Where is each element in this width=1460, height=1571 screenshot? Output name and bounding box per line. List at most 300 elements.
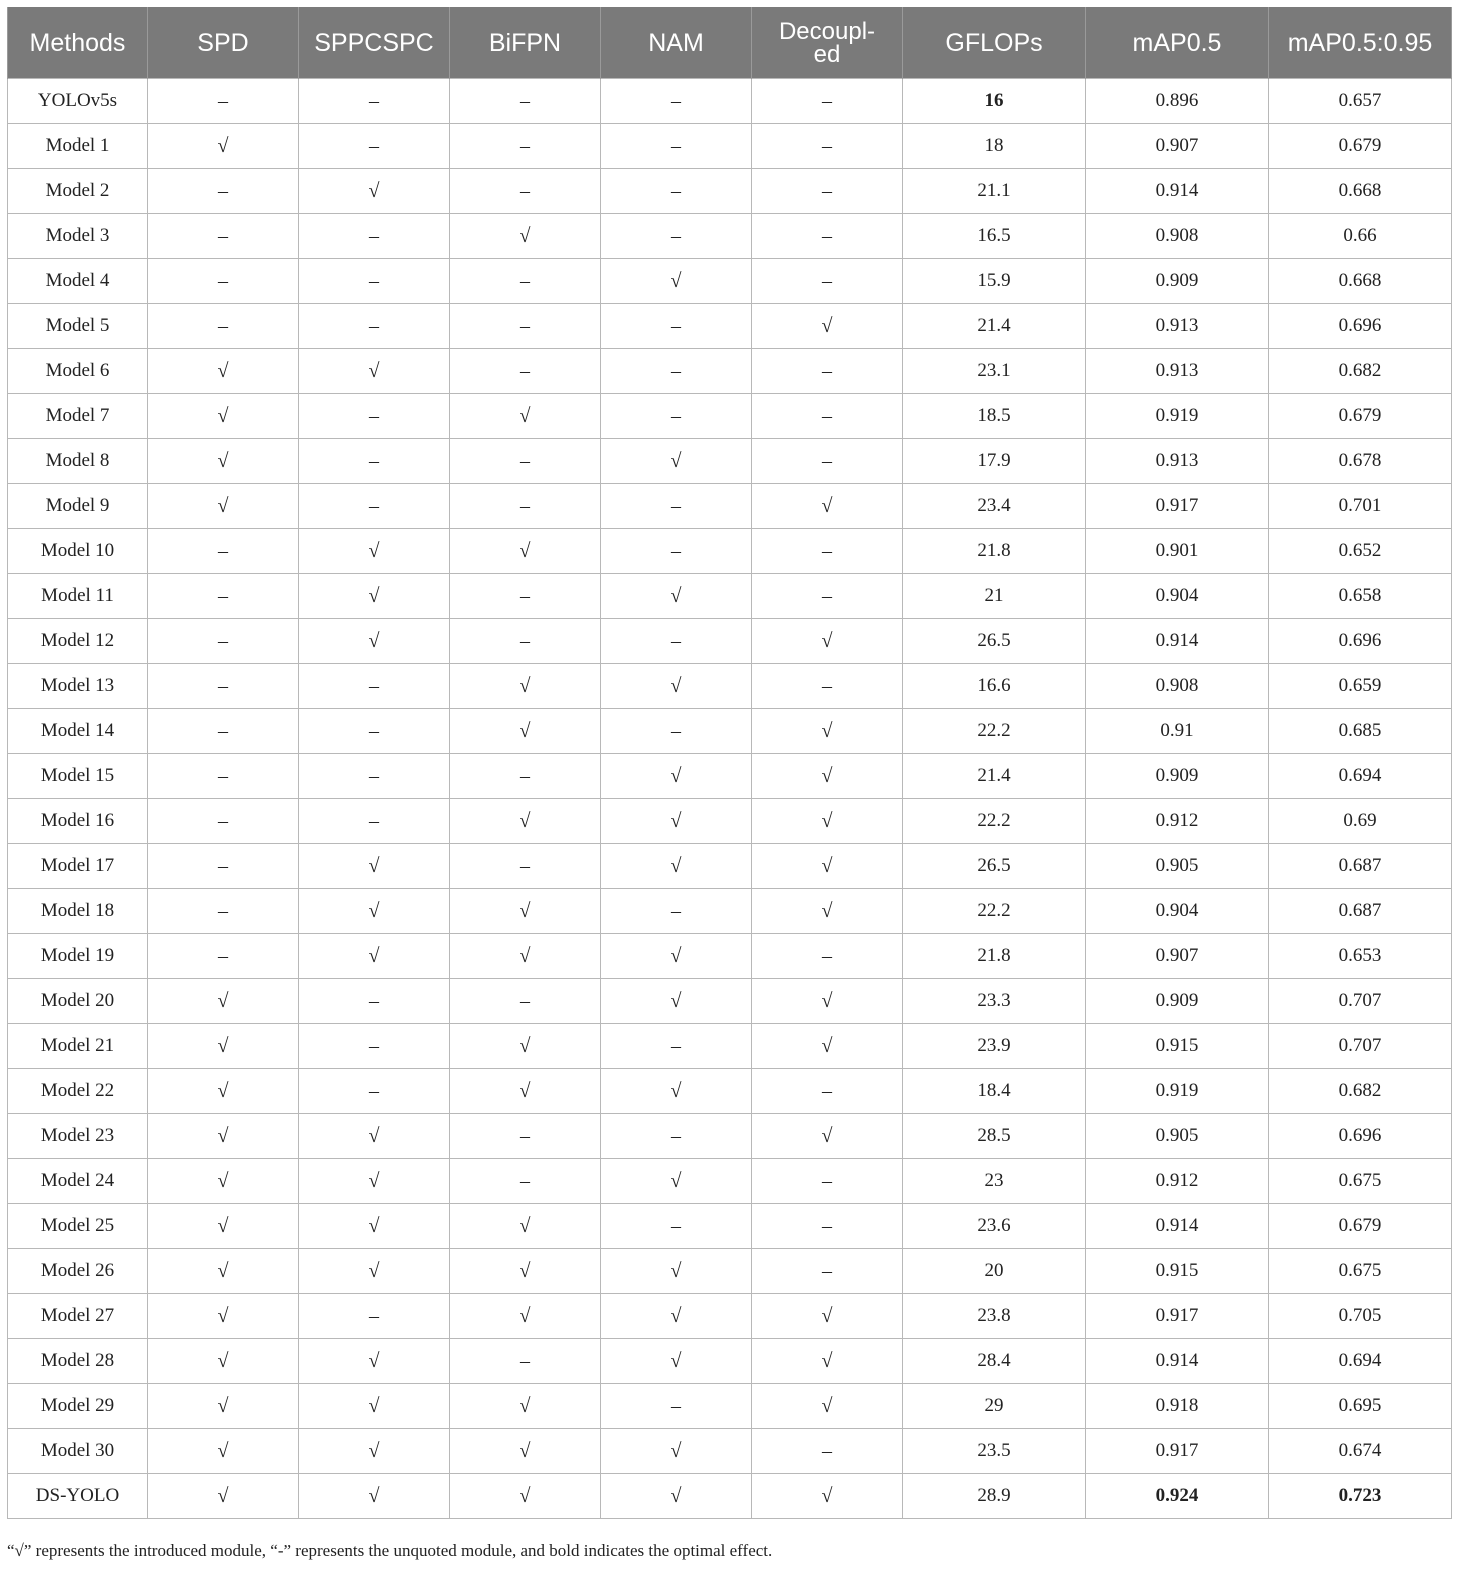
table-row xyxy=(8,1204,1452,1249)
cell-nam: √ xyxy=(601,1339,752,1384)
table-row xyxy=(8,529,1452,574)
cell-gflops: 29 xyxy=(903,1384,1086,1429)
cell-sppcspc: – xyxy=(299,1024,450,1069)
cell-method: Model 13 xyxy=(8,664,148,709)
table-row xyxy=(8,934,1452,979)
cell-method: DS-YOLO xyxy=(8,1474,148,1519)
table-body xyxy=(8,79,1452,1519)
table-row xyxy=(8,394,1452,439)
cell-nam: √ xyxy=(601,1249,752,1294)
cell-spd: – xyxy=(148,169,299,214)
cell-bifpn: – xyxy=(450,844,601,889)
cell-map50: 0.905 xyxy=(1086,1114,1269,1159)
cell-spd: – xyxy=(148,664,299,709)
cell-nam: √ xyxy=(601,664,752,709)
cell-gflops: 23.1 xyxy=(903,349,1086,394)
table-row xyxy=(8,214,1452,259)
cell-map5095: 0.657 xyxy=(1269,79,1452,124)
cell-nam: – xyxy=(601,394,752,439)
cell-method: Model 9 xyxy=(8,484,148,529)
cell-decoupled: – xyxy=(752,1159,903,1204)
cell-map50: 0.913 xyxy=(1086,439,1269,484)
cell-sppcspc: – xyxy=(299,1069,450,1114)
table-row xyxy=(8,1249,1452,1294)
cell-decoupled: √ xyxy=(752,619,903,664)
cell-method: Model 26 xyxy=(8,1249,148,1294)
cell-method: Model 11 xyxy=(8,574,148,619)
cell-method: Model 7 xyxy=(8,394,148,439)
cell-decoupled: – xyxy=(752,439,903,484)
cell-method: Model 20 xyxy=(8,979,148,1024)
cell-nam: √ xyxy=(601,439,752,484)
table-row xyxy=(8,259,1452,304)
cell-spd: √ xyxy=(148,124,299,169)
cell-nam: – xyxy=(601,1024,752,1069)
cell-spd: √ xyxy=(148,979,299,1024)
cell-spd: √ xyxy=(148,1114,299,1159)
cell-gflops: 18 xyxy=(903,124,1086,169)
cell-map50: 0.915 xyxy=(1086,1249,1269,1294)
header-decoupled-line2: ed xyxy=(813,40,841,68)
cell-method: Model 25 xyxy=(8,1204,148,1249)
cell-map50: 0.917 xyxy=(1086,1294,1269,1339)
cell-sppcspc: √ xyxy=(299,844,450,889)
cell-map5095: 0.682 xyxy=(1269,1069,1452,1114)
cell-nam: √ xyxy=(601,574,752,619)
cell-map50: 0.917 xyxy=(1086,484,1269,529)
table-row xyxy=(8,1159,1452,1204)
cell-method: Model 19 xyxy=(8,934,148,979)
cell-map5095: 0.652 xyxy=(1269,529,1452,574)
cell-decoupled: √ xyxy=(752,754,903,799)
cell-nam: – xyxy=(601,619,752,664)
cell-sppcspc: √ xyxy=(299,1159,450,1204)
cell-gflops: 23.6 xyxy=(903,1204,1086,1249)
cell-spd: √ xyxy=(148,1249,299,1294)
table-row xyxy=(8,1069,1452,1114)
table-row xyxy=(8,844,1452,889)
cell-map5095: 0.66 xyxy=(1269,214,1452,259)
cell-spd: – xyxy=(148,574,299,619)
cell-map50: 0.915 xyxy=(1086,1024,1269,1069)
cell-decoupled: – xyxy=(752,169,903,214)
cell-map5095: 0.679 xyxy=(1269,394,1452,439)
table-row xyxy=(8,1474,1452,1519)
cell-map50: 0.913 xyxy=(1086,349,1269,394)
cell-method: Model 1 xyxy=(8,124,148,169)
cell-gflops: 16.5 xyxy=(903,214,1086,259)
cell-decoupled: – xyxy=(752,1204,903,1249)
cell-sppcspc: √ xyxy=(299,1474,450,1519)
cell-bifpn: √ xyxy=(450,1429,601,1474)
table-row xyxy=(8,439,1452,484)
cell-map5095: 0.675 xyxy=(1269,1249,1452,1294)
table-header xyxy=(8,7,1452,79)
cell-map50: 0.914 xyxy=(1086,1339,1269,1384)
cell-decoupled: – xyxy=(752,349,903,394)
cell-method: Model 30 xyxy=(8,1429,148,1474)
cell-method: Model 15 xyxy=(8,754,148,799)
cell-nam: √ xyxy=(601,1069,752,1114)
cell-spd: √ xyxy=(148,1339,299,1384)
cell-gflops: 22.2 xyxy=(903,709,1086,754)
cell-method: Model 17 xyxy=(8,844,148,889)
cell-bifpn: – xyxy=(450,979,601,1024)
cell-method: Model 10 xyxy=(8,529,148,574)
cell-map5095: 0.682 xyxy=(1269,349,1452,394)
cell-map5095: 0.679 xyxy=(1269,1204,1452,1249)
cell-method: Model 29 xyxy=(8,1384,148,1429)
cell-map50: 0.912 xyxy=(1086,799,1269,844)
cell-spd: – xyxy=(148,79,299,124)
cell-bifpn: – xyxy=(450,754,601,799)
cell-bifpn: – xyxy=(450,1339,601,1384)
cell-decoupled: √ xyxy=(752,484,903,529)
cell-nam: √ xyxy=(601,754,752,799)
cell-gflops: 22.2 xyxy=(903,799,1086,844)
cell-method: Model 18 xyxy=(8,889,148,934)
cell-gflops: 21.8 xyxy=(903,529,1086,574)
cell-map5095: 0.696 xyxy=(1269,619,1452,664)
cell-map5095: 0.707 xyxy=(1269,979,1452,1024)
cell-gflops: 26.5 xyxy=(903,619,1086,664)
cell-bifpn: – xyxy=(450,259,601,304)
cell-bifpn: √ xyxy=(450,1294,601,1339)
cell-decoupled: √ xyxy=(752,1114,903,1159)
cell-sppcspc: – xyxy=(299,754,450,799)
cell-nam: √ xyxy=(601,259,752,304)
cell-map5095: 0.694 xyxy=(1269,1339,1452,1384)
cell-map5095: 0.674 xyxy=(1269,1429,1452,1474)
cell-sppcspc: √ xyxy=(299,349,450,394)
cell-bifpn: – xyxy=(450,79,601,124)
cell-nam: √ xyxy=(601,799,752,844)
ablation-table-container xyxy=(7,7,1450,1519)
cell-sppcspc: √ xyxy=(299,889,450,934)
cell-bifpn: – xyxy=(450,439,601,484)
cell-map50: 0.908 xyxy=(1086,214,1269,259)
cell-method: Model 21 xyxy=(8,1024,148,1069)
cell-gflops: 28.5 xyxy=(903,1114,1086,1159)
header-decoupled xyxy=(752,7,903,79)
cell-sppcspc: – xyxy=(299,79,450,124)
cell-spd: √ xyxy=(148,349,299,394)
cell-sppcspc: – xyxy=(299,1294,450,1339)
cell-map50: 0.909 xyxy=(1086,259,1269,304)
cell-method: Model 22 xyxy=(8,1069,148,1114)
table-row xyxy=(8,664,1452,709)
cell-method: Model 4 xyxy=(8,259,148,304)
cell-decoupled: √ xyxy=(752,1474,903,1519)
cell-decoupled: √ xyxy=(752,304,903,349)
cell-nam: √ xyxy=(601,934,752,979)
cell-nam: – xyxy=(601,709,752,754)
cell-map50: 0.924 xyxy=(1086,1474,1269,1519)
cell-sppcspc: – xyxy=(299,439,450,484)
cell-spd: – xyxy=(148,304,299,349)
table-row xyxy=(8,1024,1452,1069)
cell-map50: 0.91 xyxy=(1086,709,1269,754)
cell-spd: – xyxy=(148,709,299,754)
header-sppcspc: SPPCSPC xyxy=(299,7,450,79)
cell-method: Model 16 xyxy=(8,799,148,844)
table-row xyxy=(8,304,1452,349)
cell-map50: 0.914 xyxy=(1086,169,1269,214)
cell-nam: – xyxy=(601,79,752,124)
header-row xyxy=(8,7,1452,79)
table-row xyxy=(8,1384,1452,1429)
cell-decoupled: – xyxy=(752,1429,903,1474)
cell-map50: 0.905 xyxy=(1086,844,1269,889)
cell-map5095: 0.658 xyxy=(1269,574,1452,619)
cell-gflops: 16 xyxy=(903,79,1086,124)
cell-sppcspc: √ xyxy=(299,529,450,574)
cell-method: Model 2 xyxy=(8,169,148,214)
cell-map50: 0.907 xyxy=(1086,124,1269,169)
cell-decoupled: – xyxy=(752,1249,903,1294)
cell-map50: 0.912 xyxy=(1086,1159,1269,1204)
cell-map50: 0.901 xyxy=(1086,529,1269,574)
cell-map5095: 0.696 xyxy=(1269,1114,1452,1159)
table-row xyxy=(8,619,1452,664)
cell-spd: √ xyxy=(148,1384,299,1429)
cell-gflops: 20 xyxy=(903,1249,1086,1294)
cell-spd: – xyxy=(148,259,299,304)
header-methods: Methods xyxy=(8,7,148,79)
cell-map5095: 0.707 xyxy=(1269,1024,1452,1069)
cell-spd: √ xyxy=(148,1069,299,1114)
cell-method: Model 24 xyxy=(8,1159,148,1204)
cell-spd: √ xyxy=(148,1024,299,1069)
cell-gflops: 23.4 xyxy=(903,484,1086,529)
ablation-table xyxy=(7,7,1452,1519)
cell-method: Model 3 xyxy=(8,214,148,259)
table-row xyxy=(8,979,1452,1024)
cell-bifpn: √ xyxy=(450,1384,601,1429)
cell-gflops: 18.5 xyxy=(903,394,1086,439)
cell-nam: √ xyxy=(601,1159,752,1204)
cell-gflops: 16.6 xyxy=(903,664,1086,709)
cell-map5095: 0.695 xyxy=(1269,1384,1452,1429)
cell-nam: √ xyxy=(601,1294,752,1339)
cell-decoupled: – xyxy=(752,574,903,619)
cell-map5095: 0.668 xyxy=(1269,259,1452,304)
cell-bifpn: √ xyxy=(450,889,601,934)
header-map50: mAP0.5 xyxy=(1086,7,1269,79)
cell-map5095: 0.679 xyxy=(1269,124,1452,169)
cell-gflops: 23.9 xyxy=(903,1024,1086,1069)
cell-gflops: 15.9 xyxy=(903,259,1086,304)
cell-nam: – xyxy=(601,529,752,574)
cell-sppcspc: – xyxy=(299,709,450,754)
cell-sppcspc: √ xyxy=(299,1384,450,1429)
cell-gflops: 28.9 xyxy=(903,1474,1086,1519)
cell-map50: 0.904 xyxy=(1086,574,1269,619)
table-row xyxy=(8,1294,1452,1339)
cell-map50: 0.914 xyxy=(1086,1204,1269,1249)
cell-sppcspc: – xyxy=(299,259,450,304)
cell-gflops: 21.4 xyxy=(903,304,1086,349)
cell-map50: 0.907 xyxy=(1086,934,1269,979)
cell-sppcspc: √ xyxy=(299,1114,450,1159)
cell-bifpn: √ xyxy=(450,1024,601,1069)
table-row xyxy=(8,799,1452,844)
cell-bifpn: – xyxy=(450,1159,601,1204)
cell-decoupled: √ xyxy=(752,799,903,844)
cell-map5095: 0.694 xyxy=(1269,754,1452,799)
cell-nam: – xyxy=(601,889,752,934)
cell-bifpn: √ xyxy=(450,709,601,754)
table-footnote: “√” represents the introduced module, “-” represents the unquoted module, and bold indicates the optimal effect. xyxy=(7,1541,773,1560)
cell-nam: – xyxy=(601,1114,752,1159)
cell-sppcspc: √ xyxy=(299,169,450,214)
cell-map5095: 0.701 xyxy=(1269,484,1452,529)
cell-bifpn: – xyxy=(450,304,601,349)
cell-decoupled: – xyxy=(752,934,903,979)
cell-nam: – xyxy=(601,349,752,394)
cell-spd: – xyxy=(148,889,299,934)
cell-sppcspc: √ xyxy=(299,1249,450,1294)
cell-bifpn: √ xyxy=(450,664,601,709)
cell-decoupled: – xyxy=(752,529,903,574)
cell-bifpn: √ xyxy=(450,1474,601,1519)
cell-sppcspc: – xyxy=(299,799,450,844)
cell-nam: – xyxy=(601,1204,752,1249)
header-decoupled-line1: Decoupl- xyxy=(778,17,876,45)
cell-nam: – xyxy=(601,124,752,169)
header-bifpn: BiFPN xyxy=(450,7,601,79)
cell-method: Model 5 xyxy=(8,304,148,349)
cell-gflops: 18.4 xyxy=(903,1069,1086,1114)
cell-spd: √ xyxy=(148,1159,299,1204)
cell-method: Model 8 xyxy=(8,439,148,484)
cell-spd: √ xyxy=(148,1474,299,1519)
cell-spd: – xyxy=(148,844,299,889)
cell-map5095: 0.723 xyxy=(1269,1474,1452,1519)
table-row xyxy=(8,349,1452,394)
cell-nam: √ xyxy=(601,1429,752,1474)
header-map5095: mAP0.5:0.95 xyxy=(1269,7,1452,79)
cell-decoupled: √ xyxy=(752,1294,903,1339)
table-row xyxy=(8,484,1452,529)
cell-spd: – xyxy=(148,619,299,664)
cell-sppcspc: – xyxy=(299,214,450,259)
cell-map5095: 0.687 xyxy=(1269,844,1452,889)
cell-nam: √ xyxy=(601,979,752,1024)
cell-decoupled: √ xyxy=(752,844,903,889)
cell-map50: 0.917 xyxy=(1086,1429,1269,1474)
table-row xyxy=(8,1339,1452,1384)
cell-bifpn: – xyxy=(450,169,601,214)
cell-sppcspc: – xyxy=(299,304,450,349)
cell-gflops: 21 xyxy=(903,574,1086,619)
table-row xyxy=(8,574,1452,619)
cell-method: Model 28 xyxy=(8,1339,148,1384)
cell-method: Model 14 xyxy=(8,709,148,754)
cell-sppcspc: √ xyxy=(299,1339,450,1384)
table-row xyxy=(8,889,1452,934)
cell-map50: 0.913 xyxy=(1086,304,1269,349)
cell-map50: 0.914 xyxy=(1086,619,1269,664)
cell-method: Model 6 xyxy=(8,349,148,394)
cell-map50: 0.919 xyxy=(1086,394,1269,439)
header-nam: NAM xyxy=(601,7,752,79)
cell-map5095: 0.696 xyxy=(1269,304,1452,349)
cell-decoupled: – xyxy=(752,664,903,709)
cell-map5095: 0.69 xyxy=(1269,799,1452,844)
cell-gflops: 21.1 xyxy=(903,169,1086,214)
cell-decoupled: – xyxy=(752,214,903,259)
cell-bifpn: – xyxy=(450,619,601,664)
cell-decoupled: √ xyxy=(752,709,903,754)
cell-decoupled: √ xyxy=(752,889,903,934)
cell-map5095: 0.687 xyxy=(1269,889,1452,934)
cell-bifpn: – xyxy=(450,349,601,394)
table-row xyxy=(8,709,1452,754)
cell-bifpn: √ xyxy=(450,1249,601,1294)
cell-map50: 0.919 xyxy=(1086,1069,1269,1114)
cell-decoupled: √ xyxy=(752,979,903,1024)
cell-sppcspc: – xyxy=(299,664,450,709)
cell-gflops: 23 xyxy=(903,1159,1086,1204)
table-row xyxy=(8,79,1452,124)
cell-sppcspc: √ xyxy=(299,1204,450,1249)
cell-decoupled: √ xyxy=(752,1384,903,1429)
cell-sppcspc: – xyxy=(299,394,450,439)
cell-nam: – xyxy=(601,484,752,529)
cell-sppcspc: √ xyxy=(299,1429,450,1474)
cell-spd: √ xyxy=(148,1204,299,1249)
cell-gflops: 28.4 xyxy=(903,1339,1086,1384)
cell-gflops: 23.5 xyxy=(903,1429,1086,1474)
cell-map5095: 0.678 xyxy=(1269,439,1452,484)
cell-spd: √ xyxy=(148,1429,299,1474)
cell-gflops: 26.5 xyxy=(903,844,1086,889)
cell-bifpn: – xyxy=(450,574,601,619)
cell-spd: – xyxy=(148,754,299,799)
cell-decoupled: – xyxy=(752,259,903,304)
cell-map5095: 0.653 xyxy=(1269,934,1452,979)
cell-bifpn: – xyxy=(450,484,601,529)
cell-bifpn: √ xyxy=(450,394,601,439)
table-row xyxy=(8,124,1452,169)
cell-method: Model 12 xyxy=(8,619,148,664)
cell-map50: 0.909 xyxy=(1086,979,1269,1024)
cell-spd: – xyxy=(148,934,299,979)
cell-map50: 0.896 xyxy=(1086,79,1269,124)
table-row xyxy=(8,1429,1452,1474)
cell-decoupled: √ xyxy=(752,1024,903,1069)
cell-sppcspc: √ xyxy=(299,574,450,619)
cell-map50: 0.918 xyxy=(1086,1384,1269,1429)
cell-decoupled: – xyxy=(752,124,903,169)
cell-decoupled: – xyxy=(752,394,903,439)
table-row xyxy=(8,169,1452,214)
cell-decoupled: – xyxy=(752,79,903,124)
cell-nam: √ xyxy=(601,1474,752,1519)
cell-bifpn: √ xyxy=(450,529,601,574)
cell-spd: √ xyxy=(148,1294,299,1339)
cell-decoupled: – xyxy=(752,1069,903,1114)
cell-gflops: 22.2 xyxy=(903,889,1086,934)
cell-gflops: 23.8 xyxy=(903,1294,1086,1339)
cell-nam: – xyxy=(601,1384,752,1429)
cell-sppcspc: – xyxy=(299,124,450,169)
table-row xyxy=(8,754,1452,799)
cell-map5095: 0.659 xyxy=(1269,664,1452,709)
cell-gflops: 23.3 xyxy=(903,979,1086,1024)
cell-map5095: 0.668 xyxy=(1269,169,1452,214)
